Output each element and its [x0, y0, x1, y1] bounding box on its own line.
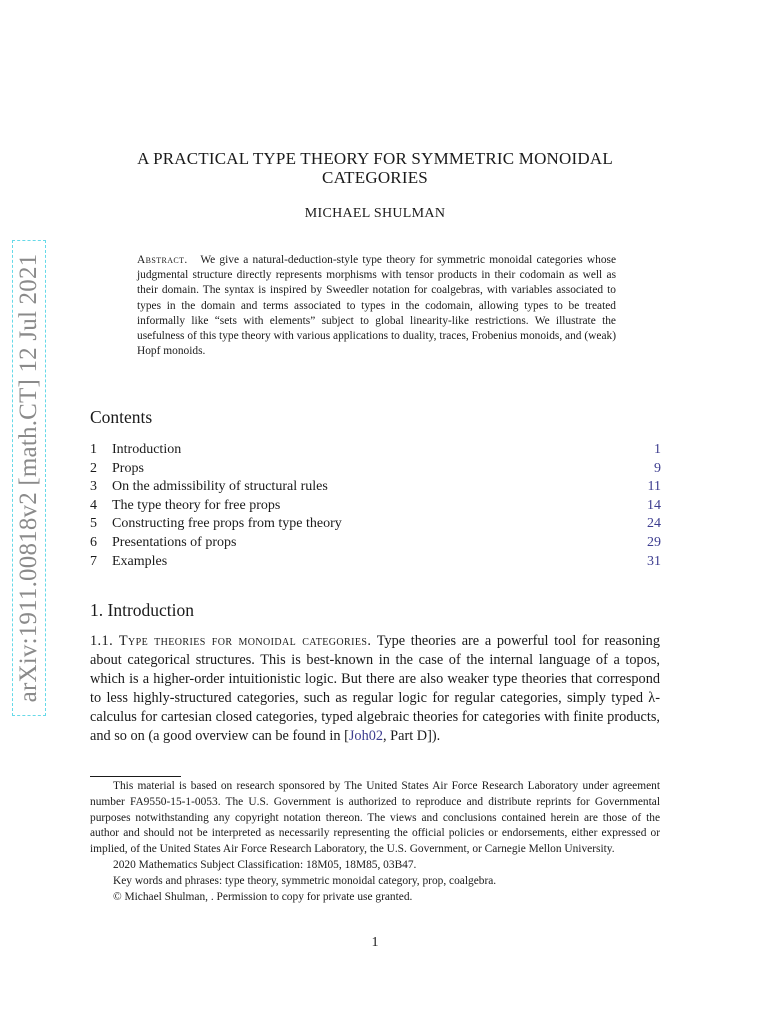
toc-item-title: Introduction — [112, 442, 182, 457]
toc-item-number: 2 — [90, 460, 97, 476]
toc-item-page-link[interactable]: 1 — [654, 442, 661, 457]
contents-heading: Contents — [90, 407, 153, 427]
toc-item-page-link[interactable]: 9 — [654, 460, 661, 476]
toc-item-number: 7 — [90, 553, 97, 569]
section-heading: 1. Introduction — [90, 600, 195, 620]
author-name: MICHAEL SHULMAN — [304, 206, 446, 221]
paragraph-text: Type theories are a powerful tool for reasoning about categorical structures. This is best-known in the case of the internal language of a topos, which is a higher-order intuitionistic logic. But there are also weaker type theories that correspond to less highly-structured categories, such as regular logic for regular categories, simply typed λ-calculus for cartesian closed categories, typed algebraic theories for categories with finite products, and so on (a good overview can be found in [ — [90, 633, 660, 744]
toc-item-title: Props — [112, 460, 144, 476]
toc-item-title: Presentations of props — [112, 534, 237, 550]
footnote-copyright: © Michael Shulman, . Permission to copy for private use granted. — [113, 890, 413, 903]
paper-title-line2: CATEGORIES — [322, 168, 428, 187]
toc-item-page-link[interactable]: 14 — [647, 497, 661, 513]
toc-item-title: Constructing free props from type theory — [112, 516, 342, 532]
footnote-funding: This material is based on research sponsored by The United States Air Force Research Laboratory under agreement number FA9550-15-1-0053. The U.S. Government is authorized to reproduce and distribute reprints for Governmental purposes notwithstanding any copyright notation thereon. The views and conclusions contained herein are those of the author and should not be interpreted as necessarily representing the official policies or endorsements, either expressed or implied, of the United States Air Force Research Laboratory, the U.S. Government, or Carnegie Mellon University. — [90, 780, 660, 856]
toc-item[interactable] — [90, 553, 661, 572]
arxiv-stamp — [12, 240, 46, 716]
subsection-label: 1.1. Type theories for monoidal categories. — [90, 633, 372, 649]
toc-item-page-link[interactable]: 24 — [647, 516, 661, 532]
citation-link[interactable]: Joh02 — [348, 728, 384, 744]
footnote-keywords: Key words and phrases: type theory, symmetric monoidal category, prop, coalgebra. — [113, 874, 497, 887]
footnotes — [90, 779, 660, 905]
toc-item-page-link[interactable]: 11 — [647, 479, 661, 495]
toc-item-number: 6 — [90, 534, 97, 550]
toc-item-number: 5 — [90, 516, 97, 532]
footnote-divider — [90, 776, 181, 777]
toc-item[interactable] — [90, 515, 661, 534]
toc-item-page-link[interactable]: 31 — [647, 553, 661, 569]
intro-paragraph — [90, 632, 660, 746]
page-number: 1 — [371, 935, 379, 950]
toc-item[interactable] — [90, 460, 661, 479]
toc-item[interactable] — [90, 441, 661, 460]
toc-item[interactable] — [90, 497, 661, 516]
paragraph-text-end: , Part D]). — [383, 728, 441, 744]
toc-item[interactable] — [90, 534, 661, 553]
toc-item[interactable] — [90, 478, 661, 497]
abstract-label: Abstract. — [137, 254, 188, 266]
footnote-msc: 2020 Mathematics Subject Classification: 18M05, 18M85, 03B47. — [113, 858, 417, 871]
toc-item-title: Examples — [112, 553, 168, 569]
abstract — [137, 253, 616, 359]
toc-item-number: 1 — [90, 442, 97, 457]
arxiv-stamp-text: arXiv:1911.00818v2 [math.CT] 12 Jul 2021 — [15, 253, 42, 703]
toc-item-title: The type theory for free props — [112, 497, 281, 513]
toc-item-page-link[interactable]: 29 — [647, 534, 661, 550]
paper-title — [90, 149, 660, 187]
toc-item-title: On the admissibility of structural rules — [112, 479, 328, 495]
abstract-text: We give a natural-deduction-style type theory for symmetric monoidal categories whose judgmental structure directly represents morphisms with tensor products in their codomain as well as their domain. The syntax is inspired by Sweedler notation for coalgebras, with variables associated to types in the domain and terms associated to types in the codomain, allowing types to be treated informally like “sets with elements” subject to global linearity-like restrictions. We illustrate the usefulness of this type theory with various applications to duality, traces, Frobenius monoids, and (weak) Hopf monoids. — [137, 254, 616, 358]
toc-item-number: 4 — [90, 497, 97, 513]
toc-item-number: 3 — [90, 479, 97, 495]
paper-title-line1: A PRACTICAL TYPE THEORY FOR SYMMETRIC MONOIDAL — [137, 149, 613, 168]
table-of-contents — [90, 441, 661, 571]
